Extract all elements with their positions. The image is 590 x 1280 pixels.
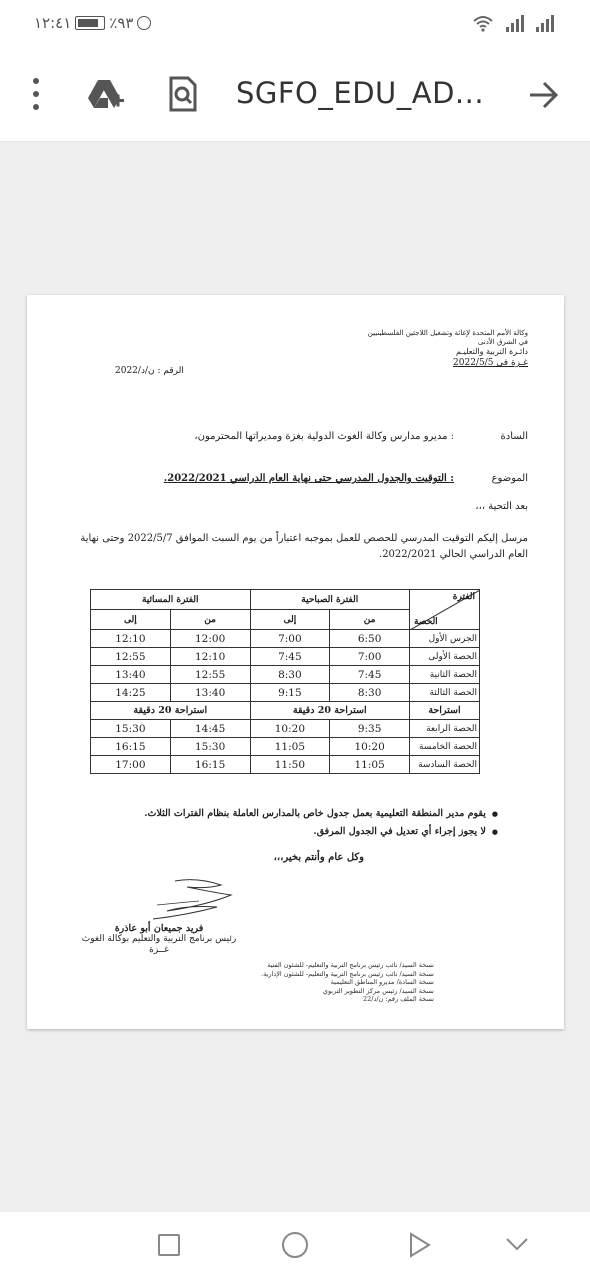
- copy-line: نسخة السيد/ نائب رئيس برنامج التربية والتعليم- للشئون الإدارية.: [261, 969, 434, 978]
- evening-shift-header: الفترة المسائية: [91, 590, 251, 610]
- morning-to-cell: 7:00: [250, 630, 330, 648]
- table-row: [91, 684, 480, 702]
- morning-to-header: إلى: [250, 610, 330, 630]
- class-name-cell: الحصة الثانية: [410, 666, 480, 684]
- morning-shift-header: الفترة الصباحية: [250, 590, 410, 610]
- table-row: [91, 648, 480, 666]
- evening-from-cell: 15:30: [170, 738, 250, 756]
- signer-name: فريد جميعان أبو عاذرة: [114, 923, 204, 934]
- morning-from-cell: 6:50: [330, 630, 410, 648]
- morning-from-cell: 10:20: [330, 738, 410, 756]
- morning-to-cell: 11:50: [250, 756, 330, 774]
- class-name-cell: الجرس الأول: [410, 630, 480, 648]
- chevron-down-icon[interactable]: [504, 1236, 530, 1252]
- status-right: [472, 12, 554, 32]
- recipient-text: : مديرو مدارس وكالة الغوث الدولية بغزة ومديراتها المحترمون،: [194, 431, 454, 442]
- evening-to-cell: 13:40: [91, 666, 171, 684]
- alarm-icon: [137, 16, 151, 30]
- note-item: ● يقوم مدير المنطقة التعليمية بعمل جدول خاص بالمدارس العاملة بنظام الفترات الثلاث.: [144, 805, 498, 823]
- class-name-cell: الحصة الرابعة: [410, 720, 480, 738]
- class-name-cell: الحصة السادسة: [410, 756, 480, 774]
- status-left: [34, 14, 151, 32]
- notes-list: [144, 805, 498, 841]
- closing-line: وكل عام وأنتم بخير،،،: [273, 852, 364, 863]
- recent-apps-icon[interactable]: [158, 1234, 180, 1256]
- morning-from-header: من: [330, 610, 410, 630]
- table-corner-header: [410, 590, 480, 630]
- table-row: [91, 738, 480, 756]
- system-nav-bar: [0, 1212, 590, 1280]
- org-line-2: في الشرق الأدنى: [477, 338, 528, 346]
- home-icon[interactable]: [282, 1232, 308, 1258]
- class-name-cell: الحصة الخامسة: [410, 738, 480, 756]
- subject-text: : التوقيت والجدول المدرسي حتى نهاية العام الدراسي 2022/2021.: [163, 473, 454, 484]
- add-to-drive-icon[interactable]: [86, 78, 124, 112]
- class-name-cell: الحصة الثالثة: [410, 684, 480, 702]
- morning-to-cell: 9:15: [250, 684, 330, 702]
- morning-to-cell: 10:20: [250, 720, 330, 738]
- subject-label: الموضوع: [491, 473, 528, 484]
- morning-to-cell: 11:05: [250, 738, 330, 756]
- org-line-1: وكالة الأمم المتحدة لإغاثة وتشغيل اللاجئين الفلسطينيين: [367, 329, 528, 337]
- copies-list: [261, 961, 434, 1004]
- document-page: [27, 295, 564, 1029]
- evening-break: استراحة 20 دقيقة: [91, 702, 251, 720]
- morning-to-cell: 7:45: [250, 648, 330, 666]
- signal-icon: [506, 12, 524, 32]
- signer-title: رئيس برنامج التربية والتعليم بوكالة الغوث: [81, 934, 237, 944]
- morning-from-cell: 8:30: [330, 684, 410, 702]
- evening-from-cell: 16:15: [170, 756, 250, 774]
- reference-number: الرقم : ن/د/2022: [115, 366, 184, 376]
- morning-from-cell: 9:35: [330, 720, 410, 738]
- copy-line: نسخة السيد/ رئيس مركز التطوير التربوي: [322, 986, 434, 995]
- recipient-label: السادة: [500, 431, 528, 442]
- wifi-icon: [472, 14, 494, 32]
- letter-body: مرسل إليكم التوقيت المدرسي للحصص للعمل بموجبه اعتباراً من يوم السبت الموافق 2022/5/7 وحتى نهاية العام الدراسي الحالي 2022/2021.: [80, 533, 528, 560]
- copy-line: نسخة الملف رقم: ن/د/22: [362, 995, 434, 1003]
- evening-to-cell: 12:10: [91, 630, 171, 648]
- copy-line: نسخة السادة/ مديرو المناطق التعليمية: [330, 978, 434, 986]
- evening-to-cell: 14:25: [91, 684, 171, 702]
- evening-to-cell: 16:15: [91, 738, 171, 756]
- schedule-rows-before-break: [91, 630, 480, 702]
- table-row: [91, 666, 480, 684]
- battery-level: ٪٩٣: [109, 14, 134, 32]
- greeting: بعد التحية ،،،: [475, 501, 528, 512]
- evening-to-header: إلى: [91, 610, 171, 630]
- morning-from-cell: 7:45: [330, 666, 410, 684]
- letter-date: غـزة في 2022/5/5: [453, 358, 528, 368]
- evening-from-cell: 13:40: [170, 684, 250, 702]
- open-arrow-icon[interactable]: [528, 80, 560, 110]
- corner-class-label: الحصة: [414, 617, 438, 627]
- signal-icon-2: [536, 12, 554, 32]
- corner-period-label: الفترة: [452, 592, 475, 602]
- table-row: [91, 756, 480, 774]
- schedule-table: [90, 589, 480, 774]
- evening-from-cell: 12:10: [170, 648, 250, 666]
- evening-to-cell: 17:00: [91, 756, 171, 774]
- document-title: SGFO_EDU_AD...: [236, 76, 485, 110]
- app-toolbar: [0, 48, 590, 142]
- evening-from-cell: 12:55: [170, 666, 250, 684]
- document-preview-icon[interactable]: [168, 76, 198, 112]
- note-item: ● لا يجوز إجراء أي تعديل في الجدول المرفق.: [144, 823, 498, 841]
- morning-break: استراحة 20 دقيقة: [250, 702, 410, 720]
- clock: ١٢:٤١: [34, 14, 72, 32]
- schedule-rows-after-break: [91, 720, 480, 774]
- battery-icon: [75, 16, 105, 30]
- evening-from-cell: 12:00: [170, 630, 250, 648]
- letterhead: [328, 329, 528, 368]
- evening-from-cell: 14:45: [170, 720, 250, 738]
- break-label: استراحة: [410, 702, 480, 720]
- signer-city: غــزة: [149, 945, 169, 955]
- morning-to-cell: 8:30: [250, 666, 330, 684]
- department: دائـرة التربية والتعليـم: [456, 347, 528, 356]
- table-row: [91, 630, 480, 648]
- copy-line: نسخة السيد/ نائب رئيس برنامج التربية والتعليم- للشئون الفنية: [267, 961, 434, 969]
- table-row: [91, 720, 480, 738]
- signature-block: [79, 923, 239, 956]
- more-options-icon[interactable]: [30, 78, 42, 110]
- evening-to-cell: 12:55: [91, 648, 171, 666]
- evening-to-cell: 15:30: [91, 720, 171, 738]
- document-viewer[interactable]: [0, 142, 590, 1212]
- morning-from-cell: 7:00: [330, 648, 410, 666]
- evening-from-header: من: [170, 610, 250, 630]
- break-row: [91, 702, 480, 720]
- back-icon[interactable]: [408, 1232, 432, 1258]
- status-bar: [0, 0, 590, 48]
- morning-from-cell: 11:05: [330, 756, 410, 774]
- handwritten-signature: [147, 875, 237, 923]
- class-name-cell: الحصة الأولى: [410, 648, 480, 666]
